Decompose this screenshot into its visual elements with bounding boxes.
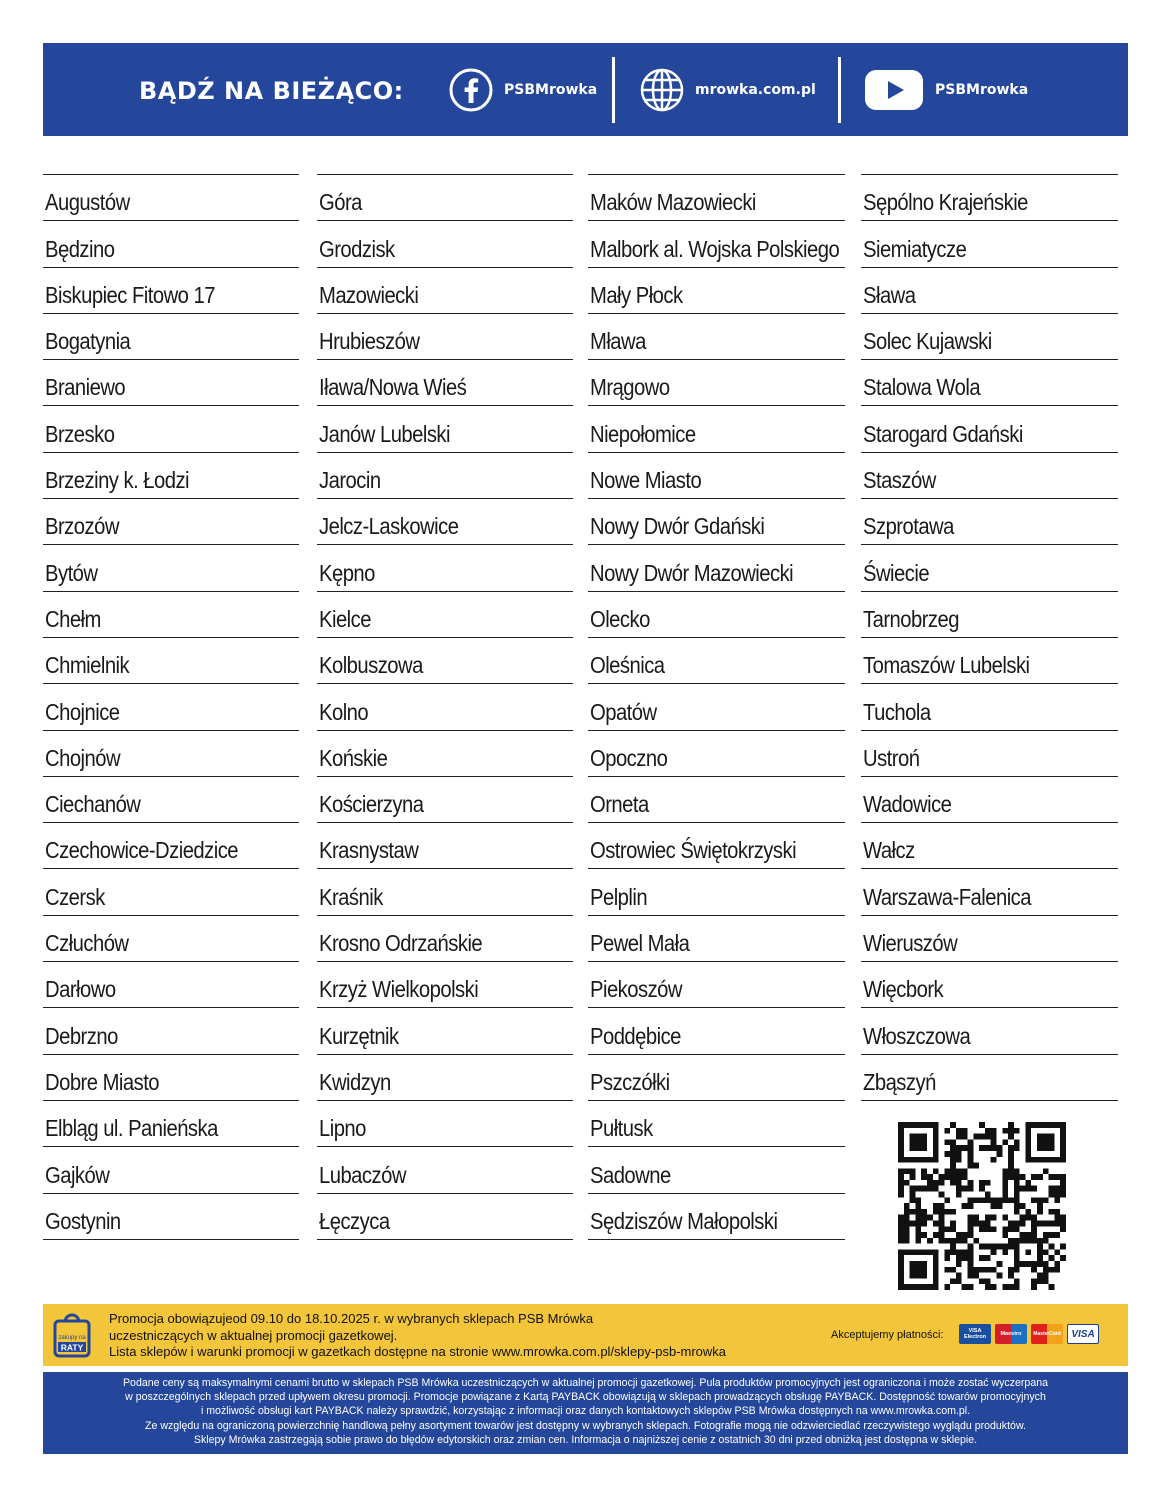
promo-text [109,1311,726,1361]
store-item: Łęczyca [317,1193,573,1239]
store-item: Staszów [861,452,1118,498]
store-item: Świecie [861,544,1118,590]
store-item: Sępólno Krajeńskie [861,174,1118,220]
store-item: Czersk [43,868,299,914]
store-item: Szprotawa [861,498,1118,544]
store-item: Biskupiec Fitowo 17 [43,267,299,313]
qr-code[interactable] [898,1122,1066,1290]
payment-cards [959,1324,1099,1344]
store-item: Sędziszów Małopolski [588,1193,845,1239]
store-item: Tomaszów Lubelski [861,637,1118,683]
store-item: Solec Kujawski [861,313,1118,359]
store-item: Kwidzyn [317,1054,573,1100]
store-item: Tarnobrzeg [861,591,1118,637]
list-end-rule [43,1239,299,1240]
facebook-handle: PSBMrowka [504,82,598,98]
maestro-icon: Maestro [995,1324,1027,1344]
store-item: Gostynin [43,1193,299,1239]
website-link[interactable] [639,67,816,113]
store-item: Więcbork [861,961,1118,1007]
store-item: Gajków [43,1146,299,1192]
installments-badge-icon [52,1312,92,1358]
facebook-icon [448,67,494,113]
store-item: Piekoszów [588,961,845,1007]
store-item: Oleśnica [588,637,845,683]
promo-line-1: Promocja obowiązujeod 09.10 do 18.10.2025 r. w wybranych sklepach PSB Mrówka [109,1311,594,1326]
store-item: Orneta [588,776,845,822]
store-item: Poddębice [588,1007,845,1053]
store-item: Braniewo [43,359,299,405]
store-item: Kraśnik [317,868,573,914]
header-divider [612,57,615,123]
legal-disclaimer [43,1372,1128,1454]
visa-icon: VISA [1067,1324,1099,1344]
store-item: Mrągowo [588,359,845,405]
store-item: Kolbuszowa [317,637,573,683]
store-item: Chojnice [43,683,299,729]
store-column-2 [317,174,573,1240]
globe-icon [639,67,685,113]
promo-line-2: uczestniczących w aktualnej promocji gazetkowej. [109,1327,398,1343]
store-item: Malbork al. Wojska Polskiego [588,220,845,266]
store-item: Zbąszyń [861,1054,1118,1100]
store-item: Lubaczów [317,1146,573,1192]
store-item: Pułtusk [588,1100,845,1146]
store-item: Jelcz-Laskowice [317,498,573,544]
store-item: Tuchola [861,683,1118,729]
disclaimer-line: w poszczególnych sklepach przed upływem okresu promocji. Promocje powiązane z Kartą PAYBACK obowiązują w sklepach prowadzących obsługę PAYBACK. Dostępność towarów promocyjnych [125,1391,1046,1404]
badge-top-text: zakupy na [58,1335,86,1341]
facebook-link[interactable] [448,67,597,113]
list-end-rule [317,1239,573,1240]
store-item: Maków Mazowiecki [588,174,845,220]
store-item: Sława [861,267,1118,313]
list-end-rule [588,1239,845,1240]
store-item: Chojnów [43,730,299,776]
list-end-rule [861,1100,1118,1101]
promo-line-3: Lista sklepów i warunki promocji w gazetkach dostępne na stronie www.mrowka.com.pl/sklepy-psb-mrowka [109,1344,727,1359]
store-item: Pszczółki [588,1054,845,1100]
store-item: Olecko [588,591,845,637]
store-item: Będzino [43,220,299,266]
store-item: Chmielnik [43,637,299,683]
store-item: Nowy Dwór Mazowiecki [588,544,845,590]
disclaimer-line: Sklepy Mrówka zastrzegają sobie prawo do błędów edytorskich oraz zmian cen. Informacja o najniższej cenie z ostatnich 30 dni przed obniżką jest dostępna w sklepie. [193,1433,978,1446]
store-column-1 [43,174,299,1240]
store-item: Końskie [317,730,573,776]
mastercard-icon: MasterCard [1031,1324,1063,1344]
store-item: Niepołomice [588,405,845,451]
store-item: Augustów [43,174,299,220]
store-item: Wałcz [861,822,1118,868]
website-url: mrowka.com.pl [695,82,816,98]
payments-label: Akceptujemy płatności: [831,1329,944,1341]
store-item: Krzyż Wielkopolski [317,961,573,1007]
store-item: Chełm [43,591,299,637]
disclaimer-line: Ze względu na ograniczoną powierzchnię handlową pełny asortyment towarów jest dostępny w wybranych sklepach. Fotografie mogą nie odzwierciedlać rzeczywistego wyglądu produktów. [145,1419,1026,1432]
store-item: Krasnystaw [317,822,573,868]
store-item: Elbląg ul. Panieńska [43,1100,299,1146]
store-item: Starogard Gdański [861,405,1118,451]
youtube-icon [863,67,925,113]
store-item: Włoszczowa [861,1007,1118,1053]
store-item: Jarocin [317,452,573,498]
promo-banner [43,1304,1128,1366]
store-item: Lipno [317,1100,573,1146]
store-item: Hrubieszów [317,313,573,359]
youtube-handle: PSBMrowka [935,82,1029,98]
store-item: Darłowo [43,961,299,1007]
store-item: Iława/Nowa Wieś [317,359,573,405]
store-column-3 [588,174,845,1240]
store-item: Bytów [43,544,299,590]
store-item: Mazowiecki [317,267,573,313]
store-item: Kolno [317,683,573,729]
store-item: Brzesko [43,405,299,451]
store-item: Bogatynia [43,313,299,359]
header-divider [838,57,841,123]
store-item: Kurzętnik [317,1007,573,1053]
store-item: Stalowa Wola [861,359,1118,405]
store-item: Brzeziny k. Łodzi [43,452,299,498]
store-item: Ustroń [861,730,1118,776]
disclaimer-line: Podane ceny są maksymalnymi cenami brutto w sklepach PSB Mrówka uczestniczących w aktualnej promocji gazetkowej. Pula produktów promocyjnych jest ograniczona i może zostać wyczerpana [122,1377,1048,1389]
store-item: Mława [588,313,845,359]
store-item: Grodzisk [317,220,573,266]
store-item: Pelplin [588,868,845,914]
store-item: Człuchów [43,915,299,961]
store-item: Kępno [317,544,573,590]
store-item: Nowe Miasto [588,452,845,498]
youtube-link[interactable] [863,67,1028,113]
store-item: Czechowice-Dziedzice [43,822,299,868]
store-item: Pewel Mała [588,915,845,961]
store-item: Kielce [317,591,573,637]
store-column-4 [861,174,1118,1101]
store-item: Dobre Miasto [43,1054,299,1100]
store-item: Opoczno [588,730,845,776]
store-item: Wadowice [861,776,1118,822]
store-item: Debrzno [43,1007,299,1053]
store-item: Góra [317,174,573,220]
store-item: Nowy Dwór Gdański [588,498,845,544]
social-header-banner [43,43,1128,136]
store-item: Opatów [588,683,845,729]
badge-bottom-text: RATY [60,1342,84,1353]
header-title: BĄDŹ NA BIEŻĄCO: [139,77,404,105]
visa-electron-icon: VISA Electron [959,1324,991,1344]
disclaimer-line: i możliwość obsługi kart PAYBACK należy sprawdzić, korzystając z informacji oraz danych kontaktowych sklepów PSB Mrówka dostępnych na www.mrowka.com.pl. [200,1405,971,1418]
store-item: Sadowne [588,1146,845,1192]
store-item: Mały Płock [588,267,845,313]
store-item: Ciechanów [43,776,299,822]
store-item: Brzozów [43,498,299,544]
store-item: Ostrowiec Świętokrzyski [588,822,845,868]
store-item: Janów Lubelski [317,405,573,451]
store-item: Warszawa-Falenica [861,868,1118,914]
store-item: Wieruszów [861,915,1118,961]
store-item: Siemiatycze [861,220,1118,266]
store-item: Krosno Odrzańskie [317,915,573,961]
store-item: Kościerzyna [317,776,573,822]
